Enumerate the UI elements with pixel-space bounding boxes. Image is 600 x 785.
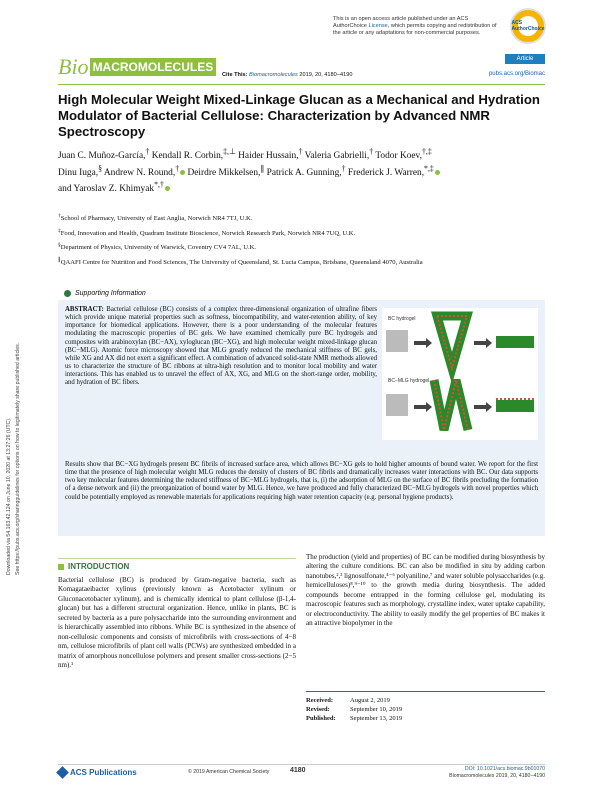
author-sup: *,†: [154, 180, 164, 190]
journal-header: [58, 54, 545, 84]
cite-label: Cite This:: [222, 72, 248, 78]
date-row: [306, 714, 545, 723]
cite-ref: 2019, 20, 4180−4190: [297, 72, 353, 78]
toc-fiber-top: [496, 336, 534, 348]
author-sup: †: [175, 163, 180, 173]
footer-rule: [58, 764, 545, 765]
author-sup: †,‡: [421, 147, 432, 156]
date-label: Published:: [306, 715, 336, 722]
abstract-part2: Results show that BC−XG hydrogels present BC fibrils of increased surface area, which allows BC−XG gels to hold higher amounts of bound water. We report for the first time that the presence of high molecular weight MLG reduces the density of clusters of BC fibrils and dramatically increases water interactions with BC. Our data supports two key molecular features determining the reduced stiffness of BC−MLG hydrogels, that is, (i) the adsorption of MLG on the surface of BC fibrils precluding the formation of a dense network and (ii) the preorganization of bound water by MLG. Hence, we have produced and fully characterized BC−MLG hydrogels with novel properties which could be potentially employed as renewable materials for applications requiring high water retention capacity (e.g. personal hygiene products).: [65, 461, 538, 501]
toc-zigzag-bc-mlg: [434, 380, 468, 430]
header-rule: [58, 84, 545, 85]
affiliation-text: Department of Physics, University of Warwick, Coventry CV4 7AL, U.K.: [60, 244, 257, 252]
supporting-info-link[interactable]: [64, 290, 146, 297]
toc-label-bottom: BC−MLG hydrogel: [388, 378, 430, 384]
affiliation-mark: §: [58, 242, 61, 249]
section-rule: [58, 558, 296, 559]
orcid-icon[interactable]: [435, 170, 440, 175]
author-sup: †: [145, 147, 150, 156]
author-sup: †: [298, 147, 303, 156]
abstract-label: ABSTRACT:: [65, 306, 104, 313]
download-note: [6, 235, 34, 575]
download-note-line1: Downloaded via 54.163.42.124 on June 10, 2020 at 13:27:26 (UTC).: [6, 417, 12, 575]
page-footer: [58, 766, 545, 780]
acs-cube-icon: [56, 766, 69, 779]
logo-bio: Bio: [58, 54, 89, 79]
affiliation: [58, 256, 545, 268]
date-value: August 2, 2019: [350, 697, 390, 704]
toc-arrow-top-2: [474, 338, 492, 348]
date-label: Revised:: [306, 706, 330, 713]
author-list: [58, 146, 545, 196]
journal-logo: [58, 54, 216, 80]
toc-arrow-top: [414, 338, 432, 348]
cite-journal[interactable]: Biomacromolecules: [249, 72, 298, 78]
introduction-heading-text: INTRODUCTION: [68, 562, 130, 571]
section-square-icon: [58, 564, 64, 570]
authorchoice-badge-text: ACS AuthorChoice: [518, 16, 538, 36]
journal-url-link[interactable]: pubs.acs.org/Biomac: [488, 71, 545, 77]
author[interactable]: Todor Koev,: [375, 151, 422, 162]
author[interactable]: Deirdre Mikkelsen,: [187, 167, 261, 178]
toc-arrow-bottom: [414, 402, 432, 412]
intro-column-2: The production (yield and properties) of BC can be modified during biosynthesis by altering the culture conditions. BC can also be modified in situ by adding carbon nanotubes,²,³ lignosulfonate,⁴⁻⁶ polyaniline,⁷ and water soluble polysaccharides (e.g. hemicelluloses)⁸,⁹⁻¹⁰ to the growth media during biosynthesis. The added compounds become entrapped in the forming cellulose gel, modulating its macroscopic features such as morphology, crystalline index, water uptake capability, or electroconductivity. The ability to easily modify the gel properties of BC makes it an attractive biopolymer in the: [306, 553, 545, 628]
article-title: High Molecular Weight Mixed-Linkage Glucan as a Mechanical and Hydration Modulator of Bacterial Cellulose: Characterization by Advanced NMR Spectroscopy: [58, 92, 540, 139]
supporting-info-label: Supporting Information: [75, 290, 146, 297]
affiliation: [58, 241, 545, 253]
affiliation-text: Food, Innovation and Health, Quadram Institute Bioscience, Norwich Research Park, Norwich NR4 7UQ, U.K.: [60, 229, 356, 237]
footer-ref: Biomacromolecules 2019, 20, 4180−4190: [449, 772, 545, 779]
date-row: [306, 705, 545, 714]
date-value: September 13, 2019: [350, 715, 403, 722]
oa-text-before: This is an open access article published under an ACS AuthorChoice: [333, 16, 469, 29]
toc-graphic-svg: [382, 308, 538, 440]
affiliation: [58, 212, 545, 224]
affiliation-text: QAAFI Centre for Nutrition and Food Sciences, The University of Queensland, St. Lucia Campus, Brisbane, Queensland 4070, Australia: [60, 259, 423, 267]
author-sup: †: [341, 163, 346, 173]
cite-this: [222, 72, 352, 78]
affiliation-text: School of Pharmacy, University of East Anglia, Norwich NR4 7TJ, U.K.: [60, 215, 253, 223]
orcid-icon[interactable]: [180, 170, 185, 175]
toc-triangle-bc: [437, 316, 467, 368]
affiliation-mark: †: [58, 213, 61, 219]
publisher-name: ACS Publications: [70, 768, 137, 777]
toc-fiber-bottom: [496, 400, 534, 412]
author-sup: *,‡: [424, 163, 434, 173]
date-value: September 10, 2019: [350, 706, 403, 713]
open-access-notice: [333, 16, 503, 37]
page-number: 4180: [290, 767, 306, 774]
affiliation-mark: ‡: [58, 227, 61, 234]
toc-graphic: [382, 308, 538, 440]
abstract-text-1: Bacterial cellulose (BC) consists of a complex three-dimensional organization of ultrafine fibers which provide unique material properties such as softness, biocompatibility, and water-retention ability, of key importance for biomedical applications. However, there is a poor understanding of the molecular features modulating the macroscopic properties of BC gels. We have examined chemically pure BC hydrogels and composites with arabinoxylan (BC−AX), xyloglucan (BC−XG), and high molecular weight mixed-linkage glucan (BC−MLG). Atomic force microscopy showed that MLG greatly reduced the mechanical stiffness of BC gels, while XG and AX did not exert a significant effect. A combination of advanced solid-state NMR methods allowed us to characterize the structure of BC ribbons at ultra-high resolution and to monitor local mobility and water interactions. This has enabled us to unravel the effect of AX, XG, and MLG on the short-range order, mobility, and hydration of BC fibers.: [65, 306, 377, 387]
toc-arrow-bottom-2: [474, 402, 492, 412]
supporting-info-icon: [64, 290, 71, 297]
acs-publications-logo: [58, 768, 137, 777]
intro-column-1: Bacterial cellulose (BC) is produced by Gram-negative bacteria, such as Komagataeibacter xylinus (previously known as Acetobacter xylinum or Gluconacetobacter xylinum), and is chemically identical to plant cellulose (β-1,4-glucan) but has a different structural organization. Hence, unlike in plants, BC is secreted by bacteria as a pure polysaccharide into the surrounding environment and is hierarchically assembled into ribbons. While BC is synthesized in the absence of non-cellulosic components and consists of microfibrils with cross-sections of 4−8 nm, cellulose microfibrils of plant cell walls (PCWs) are synthesized embedded in a matrix of amorphous noncellulose polymers and present smaller cross-sections (2−5 nm).¹: [58, 576, 296, 670]
author[interactable]: Haider Hussain,: [238, 151, 299, 162]
toc-label-top: BC hydrogel: [388, 316, 416, 322]
author[interactable]: Frederick J. Warren,: [347, 167, 425, 178]
author-sup: §: [98, 163, 103, 173]
toc-micrograph-top: [386, 330, 408, 352]
author[interactable]: Valeria Gabrielli,: [304, 151, 370, 162]
author-sup: ‡,⊥: [223, 147, 236, 156]
abstract-part1: [65, 306, 377, 388]
license-link[interactable]: License: [368, 23, 388, 29]
author[interactable]: Dinu Iuga,: [58, 167, 99, 178]
author-sup: †: [369, 147, 374, 156]
author[interactable]: Juan C. Muñoz-García,: [58, 151, 146, 162]
oa-text-after: , which permits copying and redistribution of the article or any adaptations for non-commercial purposes.: [333, 23, 497, 36]
toc-micrograph-bottom: [386, 394, 408, 416]
date-row: [306, 696, 545, 705]
author[interactable]: Patrick A. Gunning,: [266, 167, 342, 178]
date-label: Received:: [306, 697, 334, 704]
article-dates: [306, 691, 545, 723]
author[interactable]: Kendall R. Corbin,: [151, 151, 224, 162]
doi-link[interactable]: DOI: 10.1021/acs.biomac.9b01070: [464, 766, 545, 772]
logo-macro: MACROMOLECULES: [90, 58, 217, 76]
orcid-icon[interactable]: [165, 186, 170, 191]
affiliation: [58, 227, 545, 239]
authorchoice-badge-icon: [510, 8, 546, 44]
author-sup: ∥: [260, 163, 265, 173]
article-type-tag: Article: [505, 54, 545, 64]
affiliation-mark: ∥: [58, 257, 61, 264]
author[interactable]: Andrew N. Round,: [103, 167, 176, 178]
introduction-heading: [58, 562, 129, 571]
copyright: © 2019 American Chemical Society: [188, 769, 270, 775]
author[interactable]: and Yaroslav Z. Khimyak: [58, 184, 155, 195]
download-note-line2: See https://pubs.acs.org/sharingguidelines for options on how to legitimately share published articles.: [15, 342, 21, 575]
affiliations: [58, 212, 545, 271]
doi-block: [449, 766, 545, 779]
